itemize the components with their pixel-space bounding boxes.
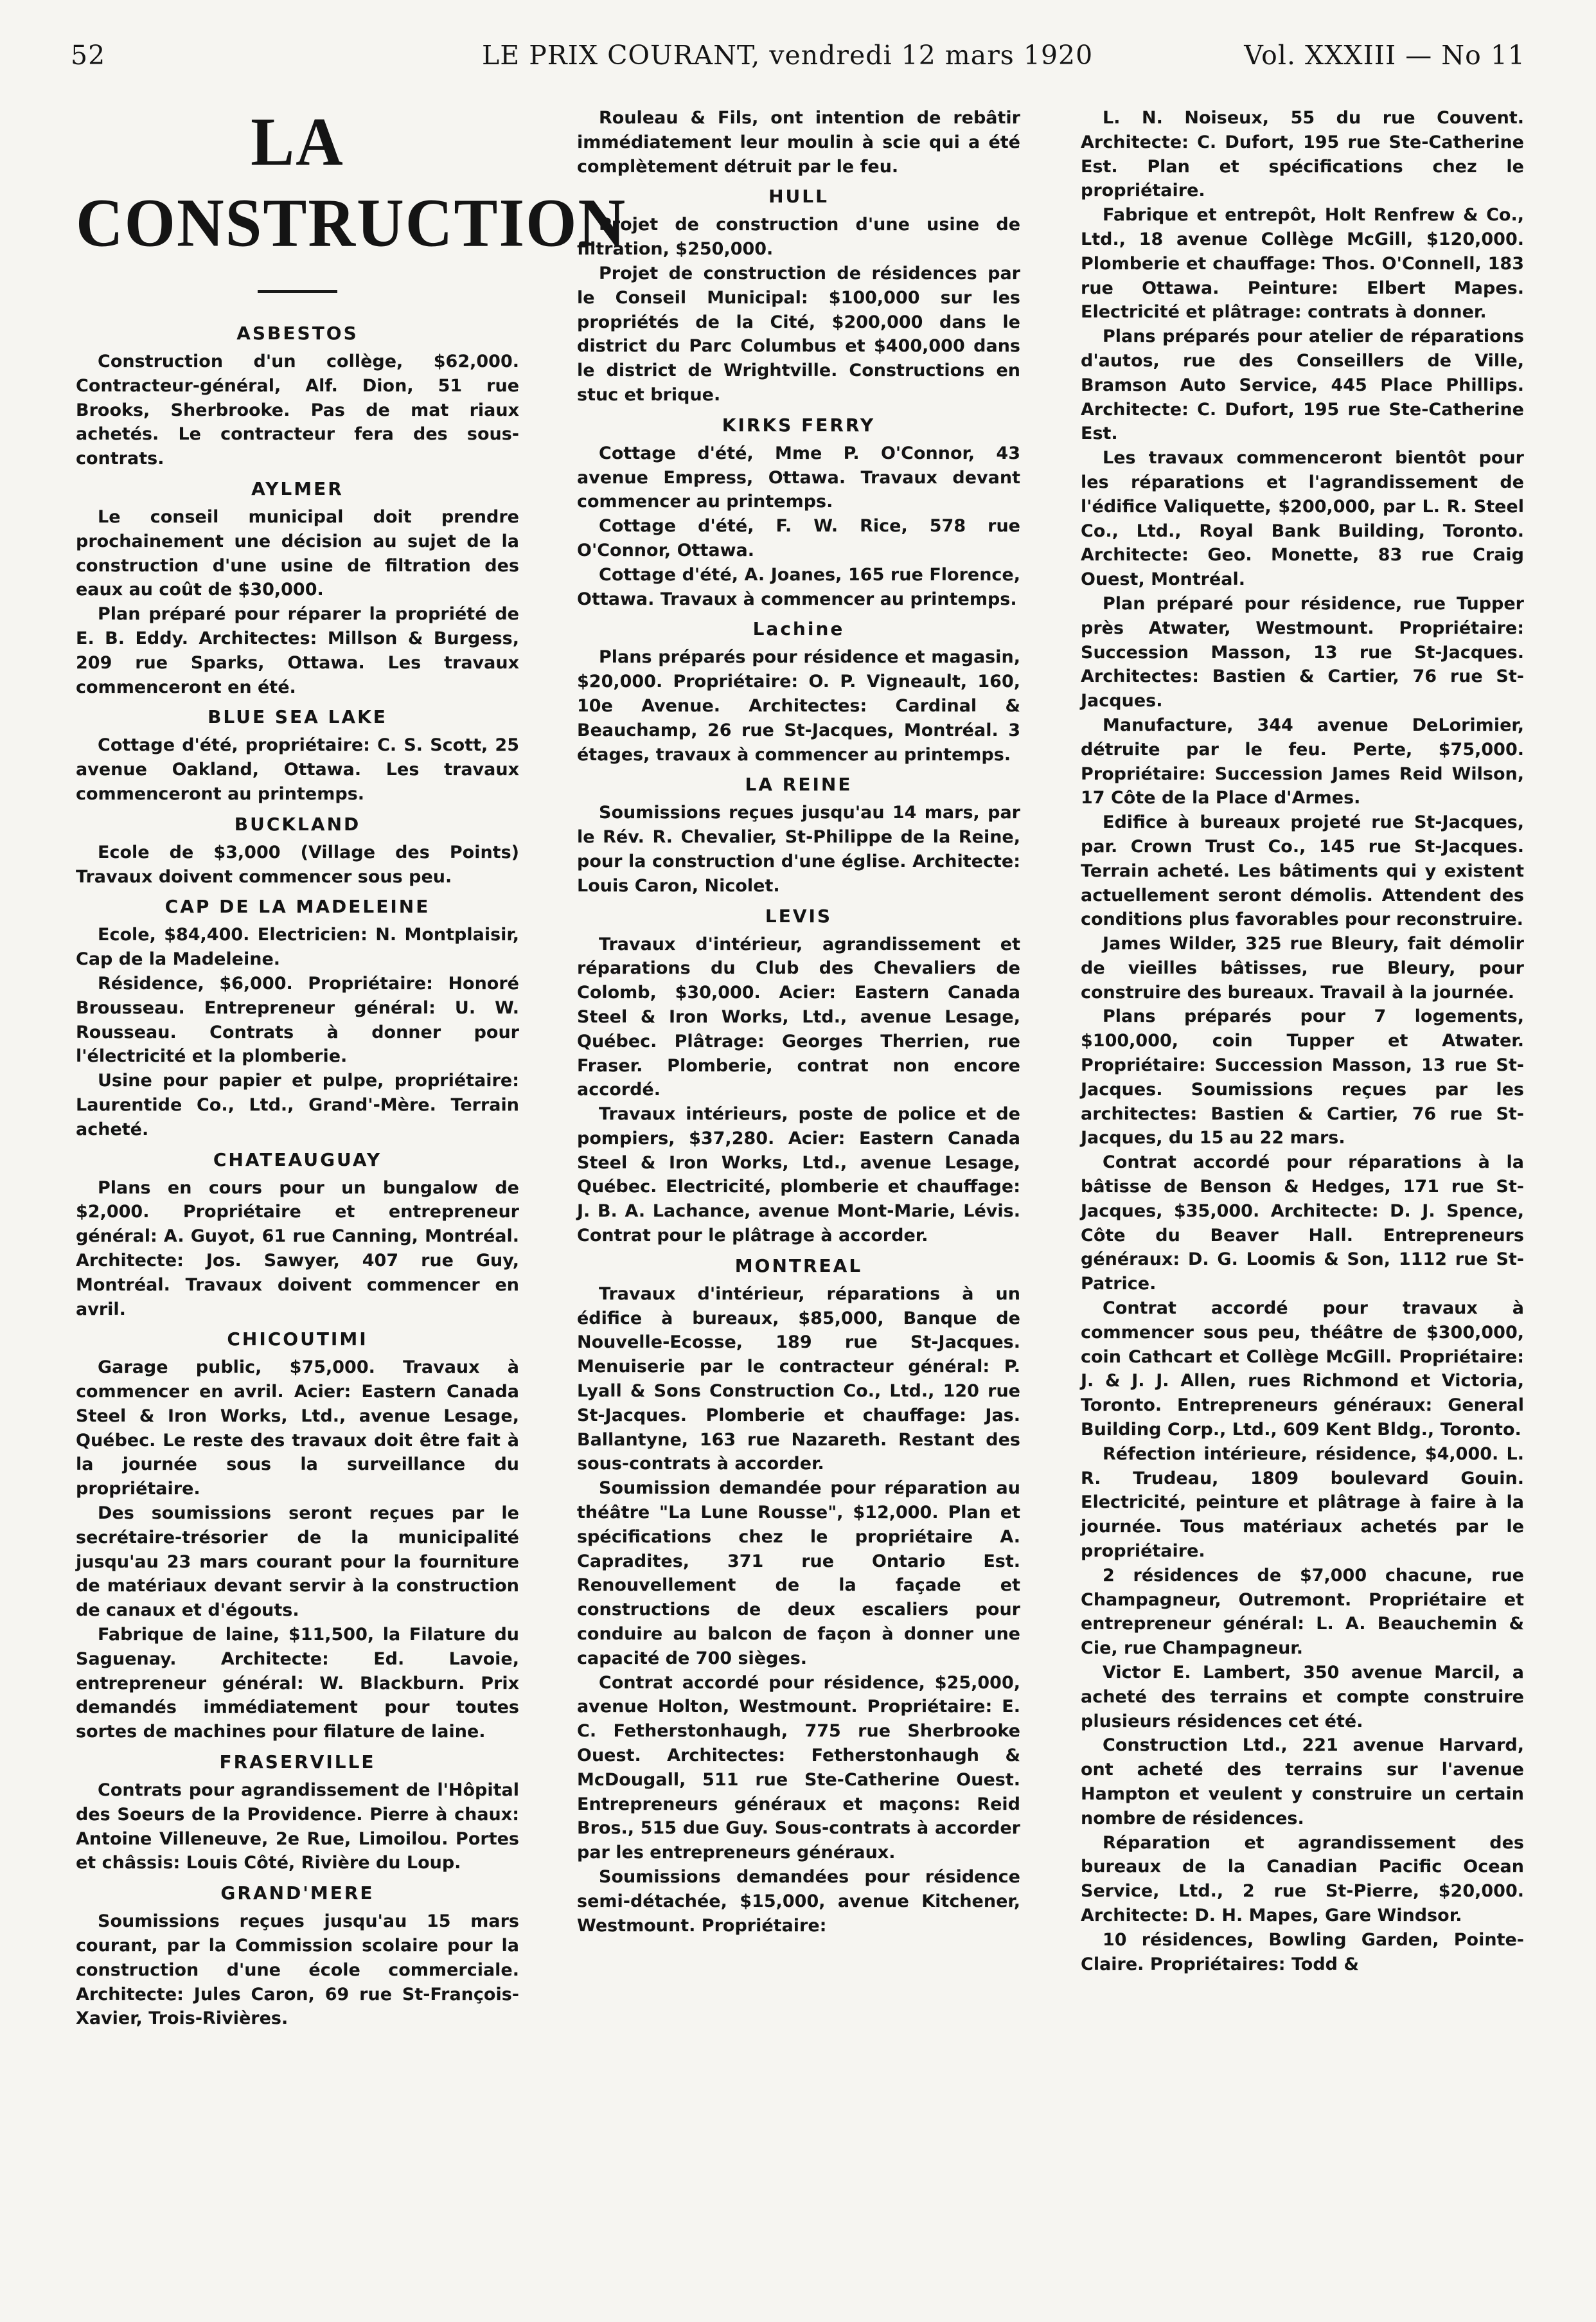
section-title: LA CONSTRUCTION [76,104,627,262]
listing-entry: Travaux intérieurs, poste de police et de pompiers, $37,280. Acier: Eastern Canada Steel & Iron Works, Ltd., avenue Lesage, Québec. Electricité, plomberie et chauffage: J. B. A. Lachance, avenue Mont-Marie, Lévis. Contrat pour le plâtrage à accorder. [577,1104,1020,1246]
listing-entry: Travaux d'intérieur, réparations à un édifice à bureaux, $85,000, Banque de Nouvelle-Ecosse, 189 rue St-Jacques. Menuiserie par le contracteur général: P. Lyall & Sons Construction Co., Ltd., 120 rue St-Jacques. Plomberie et chauffage: Jas. Ballantyne, 163 rue Nazareth. Restant des sous-contrats à accorder. [577,1283,1020,1474]
listing-entry: Garage public, $75,000. Travaux à commencer en avril. Acier: Eastern Canada Steel & Iron Works, Ltd., avenue Lesage, Québec. Le reste des travaux doit être fait à la journée sous la surveillance du propriétaire. [76,1357,519,1499]
place-heading: CHATEAUGUAY [213,1148,382,1170]
listing-entry: Fabrique et entrepôt, Holt Renfrew & Co., Ltd., 18 avenue Collège McGill, $120,000. Plomberie et chauffage: Thos. O'Connell, 183 rue Ottawa. Peinture: Elbert Mapes. Electricité et plâtrage: contrats à donner. [1081,205,1524,323]
listing-entry: Plan préparé pour résidence, rue Tupper près Atwater, Westmount. Propriétaire: Succession Masson, 13 rue St-Jacques. Architectes: Bastien & Cartier, 76 rue St-Jacques. [1081,593,1524,711]
listing-entry: Contrat accordé pour réparations à la bâtisse de Benson & Hedges, 171 rue St-Jacques, $35,000. Architecte: D. J. Spence, Côte du Beaver Hall. Entrepreneurs généraux: D. G. Loomis & Son, 1112 rue St-Patrice. [1081,1152,1524,1294]
listing-entry: Résidence, $6,000. Propriétaire: Honoré Brousseau. Entrepreneur général: U. W. Rousseau. Contrats à donner pour l'électricité et la plomberie. [76,973,519,1067]
column-2 [577,106,1020,1938]
publication-title: LE PRIX COURANT, vendredi 12 mars 1920 [482,40,1094,71]
place-heading: GRAND'MERE [220,1882,375,1904]
listing-entry: Fabrique de laine, $11,500, la Filature du Saguenay. Architecte: Ed. Lavoie, entrepreneur général: W. Blackburn. Prix demandés immédiatement pour toutes sortes de machines pour filature de laine. [76,1625,519,1742]
listing-entry: Réparation et agrandissement des bureaux de la Canadian Pacific Ocean Service, Ltd., 2 rue St-Pierre, $20,000. Architecte: D. H. Mapes, Gare Windsor. [1081,1832,1524,1925]
page-number: 52 [71,40,106,71]
place-heading: ASBESTOS [236,323,359,344]
listing-entry: Plans préparés pour résidence et magasin, $20,000. Propriétaire: O. P. Vigneault, 160, 10e Avenue. Architectes: Cardinal & Beauchamp, 26 rue St-Jacques, Montréal. 3 étages, travaux à commencer au printemps. [577,647,1020,765]
place-heading: Lachine [752,618,845,640]
listing-entry: Plans préparés pour 7 logements, $100,000, coin Tupper et Atwater. Propriétaire: Succession Masson, 13 rue St-Jacques. Soumissions reçues par les architectes: Bastien & Cartier, 76 rue St-Jacques, du 15 au 22 mars. [1081,1006,1524,1148]
listing-entry: L. N. Noiseux, 55 du rue Couvent. Architecte: C. Dufort, 195 rue Ste-Catherine Est. Plan et spécifications chez le propriétaire. [1081,108,1524,201]
place-heading: BLUE SEA LAKE [208,706,387,728]
place-heading: HULL [768,186,829,208]
listing-entry: Réfection intérieure, résidence, $4,000. L. R. Trudeau, 1809 boulevard Gouin. Electricité, peinture et plâtrage à faire à la journée. Tous matériaux achetés par le propriétaire. [1081,1443,1524,1562]
listing-entry: Rouleau & Fils, ont intention de rebâtir immédiatement leur moulin à scie qui a été complètement détruit par le feu. [577,108,1020,177]
listing-entry: Contrat accordé pour travaux à commencer sous peu, théâtre de $300,000, coin Cathcart et Collège McGill. Propriétaire: J. & J. J. Allen, rues Richmond et Victoria, Toronto. Entrepreneurs généraux: General Building Corp., Ltd., 609 Kent Bldg., Toronto. [1081,1298,1524,1440]
listing-entry: Plan préparé pour réparer la propriété de E. B. Eddy. Architectes: Millson & Burgess, 209 rue Sparks, Ottawa. Les travaux commenceront en été. [76,604,519,697]
listing-entry: Construction d'un collège, $62,000. Contracteur-général, Alf. Dion, 51 rue Brooks, Sherbrooke. Pas de mat riaux achetés. Le contracteur fera des sous-contrats. [76,352,519,469]
column-1 [76,104,627,2031]
listing-entry: Cottage d'été, propriétaire: C. S. Scott, 25 avenue Oakland, Ottawa. Les travaux commenceront au printemps. [76,735,519,804]
listing-entry: Travaux d'intérieur, agrandissement et réparations du Club des Chevaliers de Colomb, $30,000. Acier: Eastern Canada Steel & Iron Works, Ltd., avenue Lesage, Québec. Plâtrage: Georges Therrien, rue Fraser. Plomberie, contrat non encore accordé. [577,934,1020,1100]
place-heading: LA REINE [745,774,853,796]
listing-entry: Le conseil municipal doit prendre prochainement une décision au sujet de la construction d'une usine de filtration des eaux au coût de $30,000. [76,506,519,600]
listing-entry: Contrat accordé pour résidence, $25,000, avenue Holton, Westmount. Propriétaire: E. C. Fetherstonhaugh, 775 rue Sherbrooke Ouest. Architectes: Fetherstonhaugh & McDougall, 511 rue Ste-Catherine Ouest. Entrepreneurs généraux et maçons: Reid Bros., 515 due Guy. Sous-contrats à accorder par les entrepreneurs généraux. [577,1672,1020,1863]
listing-entry: Les travaux commenceront bientôt pour les réparations et l'agrandissement de l'édifice Valiquette, $200,000, par L. R. Steel Co., Ltd., Royal Bank Building, Toronto. Architecte: Geo. Monette, 83 rue Craig Ouest, Montréal. [1081,448,1524,590]
listing-entry: Cottage d'été, A. Joanes, 165 rue Florence, Ottawa. Travaux à commencer au printemps. [577,564,1020,609]
listing-entry: Ecole de $3,000 (Village des Points) Travaux doivent commencer sous peu. [76,842,519,887]
listing-entry: Soumission demandée pour réparation au théâtre "La Lune Rousse", $12,000. Plan et spécifications chez le propriétaire A. Capradites, 371 rue Ontario Est. Renouvellement de la façade et constructions de deux escaliers pour conduire au balcon de façon à donner une capacité de 700 sièges. [577,1478,1020,1668]
listing-entry: Edifice à bureaux projeté rue St-Jacques, par. Crown Trust Co., 145 rue St-Jacques. Terrain acheté. Les bâtiments qui y existent actuellement seront démolis. Attendent des conditions plus favorables pour reconstruire. [1081,812,1524,930]
place-heading: KIRKS FERRY [722,414,876,436]
title-rule [258,290,337,293]
listing-entry: Cottage d'été, F. W. Rice, 578 rue O'Connor, Ottawa. [577,516,1020,560]
listing-entry: Soumissions reçues jusqu'au 14 mars, par le Rév. R. Chevalier, St-Philippe de la Reine, pour la construction d'une église. Architecte: Louis Caron, Nicolet. [577,803,1020,896]
listing-entry: 10 résidences, Bowling Garden, Pointe-Claire. Propriétaires: Todd & [1081,1929,1524,1974]
page-header [71,40,1525,85]
listing-entry: Plans en cours pour un bungalow de $2,000. Propriétaire et entrepreneur général: A. Guyot, 61 rue Canning, Montréal. Architecte: Jos. Sawyer, 407 rue Guy, Montréal. Travaux doivent commencer en avril. [76,1177,519,1319]
column-3 [1081,106,1524,1976]
place-heading: FRASERVILLE [219,1751,376,1773]
listing-entry: Des soumissions seront reçues par le secrétaire-trésorier de la municipalité jusqu'au 23 mars courant pour la fourniture de matériaux devant servir à la construction de canaux et d'égouts. [76,1503,519,1621]
listing-entry: Construction Ltd., 221 avenue Harvard, ont acheté des terrains sur l'avenue Hampton et veulent y construire un certain nombre de résidences. [1081,1735,1524,1828]
listing-entry: Cottage d'été, Mme P. O'Connor, 43 avenue Empress, Ottawa. Travaux devant commencer au printemps. [577,443,1020,512]
place-heading: AYLMER [251,478,344,499]
place-heading: BUCKLAND [234,813,361,835]
place-heading: MONTREAL [734,1255,863,1276]
listing-entry: Manufacture, 344 avenue DeLorimier, détruite par le feu. Perte, $75,000. Propriétaire: Succession James Reid Wilson, 17 Côte de la Place d'Armes. [1081,715,1524,808]
volume-number: Vol. XXXIII — No 11 [1244,40,1525,71]
listing-entry: Projet de construction de résidences par le Conseil Municipal: $100,000 sur les propriétés de la Cité, $200,000 dans le district du Parc Columbus et $400,000 dans le district de Wrightville. Constructions en stuc et brique. [577,263,1020,405]
place-heading: CHICOUTIMI [227,1328,368,1350]
listing-entry: 2 résidences de $7,000 chacune, rue Champagneur, Outremont. Propriétaire et entrepreneur général: L. A. Beauchemin & Cie, rue Champagneur. [1081,1565,1524,1659]
listing-entry: Victor E. Lambert, 350 avenue Marcil, a acheté des terrains et compte construire plusieurs résidences cet été. [1081,1663,1524,1731]
listing-entry: Soumissions demandées pour résidence semi-détachée, $15,000, avenue Kitchener, Westmount. Propriétaire: [577,1867,1020,1936]
listing-entry: Plans préparés pour atelier de réparations d'autos, rue des Conseillers de Ville, Bramson Auto Service, 445 Place Phillips. Architecte: C. Dufort, 195 rue Ste-Catherine Est. [1081,326,1524,444]
listing-entry: Soumissions reçues jusqu'au 15 mars courant, par la Commission scolaire pour la construction d'une école commerciale. Architecte: Jules Caron, 69 rue St-François-Xavier, Trois-Rivières. [76,1911,519,2029]
listing-entry: Usine pour papier et pulpe, propriétaire: Laurentide Co., Ltd., Grand'-Mère. Terrain acheté. [76,1071,519,1139]
place-heading: LEVIS [765,905,833,927]
listing-entry: James Wilder, 325 rue Bleury, fait démolir de vieilles bâtisses, rue Bleury, pour construire des bureaux. Travail à la journée. [1081,934,1524,1003]
listing-entry: Ecole, $84,400. Electricien: N. Montplaisir, Cap de la Madeleine. [76,925,519,970]
listing-entry: Contrats pour agrandissement de l'Hôpital des Soeurs de la Providence. Pierre à chaux: Antoine Villeneuve, 2e Rue, Limoilou. Portes et châssis: Louis Côté, Rivière du Loup. [76,1780,519,1873]
place-heading: CAP DE LA MADELEINE [164,896,430,918]
listing-entry: Projet de construction d'une usine de filtration, $250,000. [577,215,1020,260]
